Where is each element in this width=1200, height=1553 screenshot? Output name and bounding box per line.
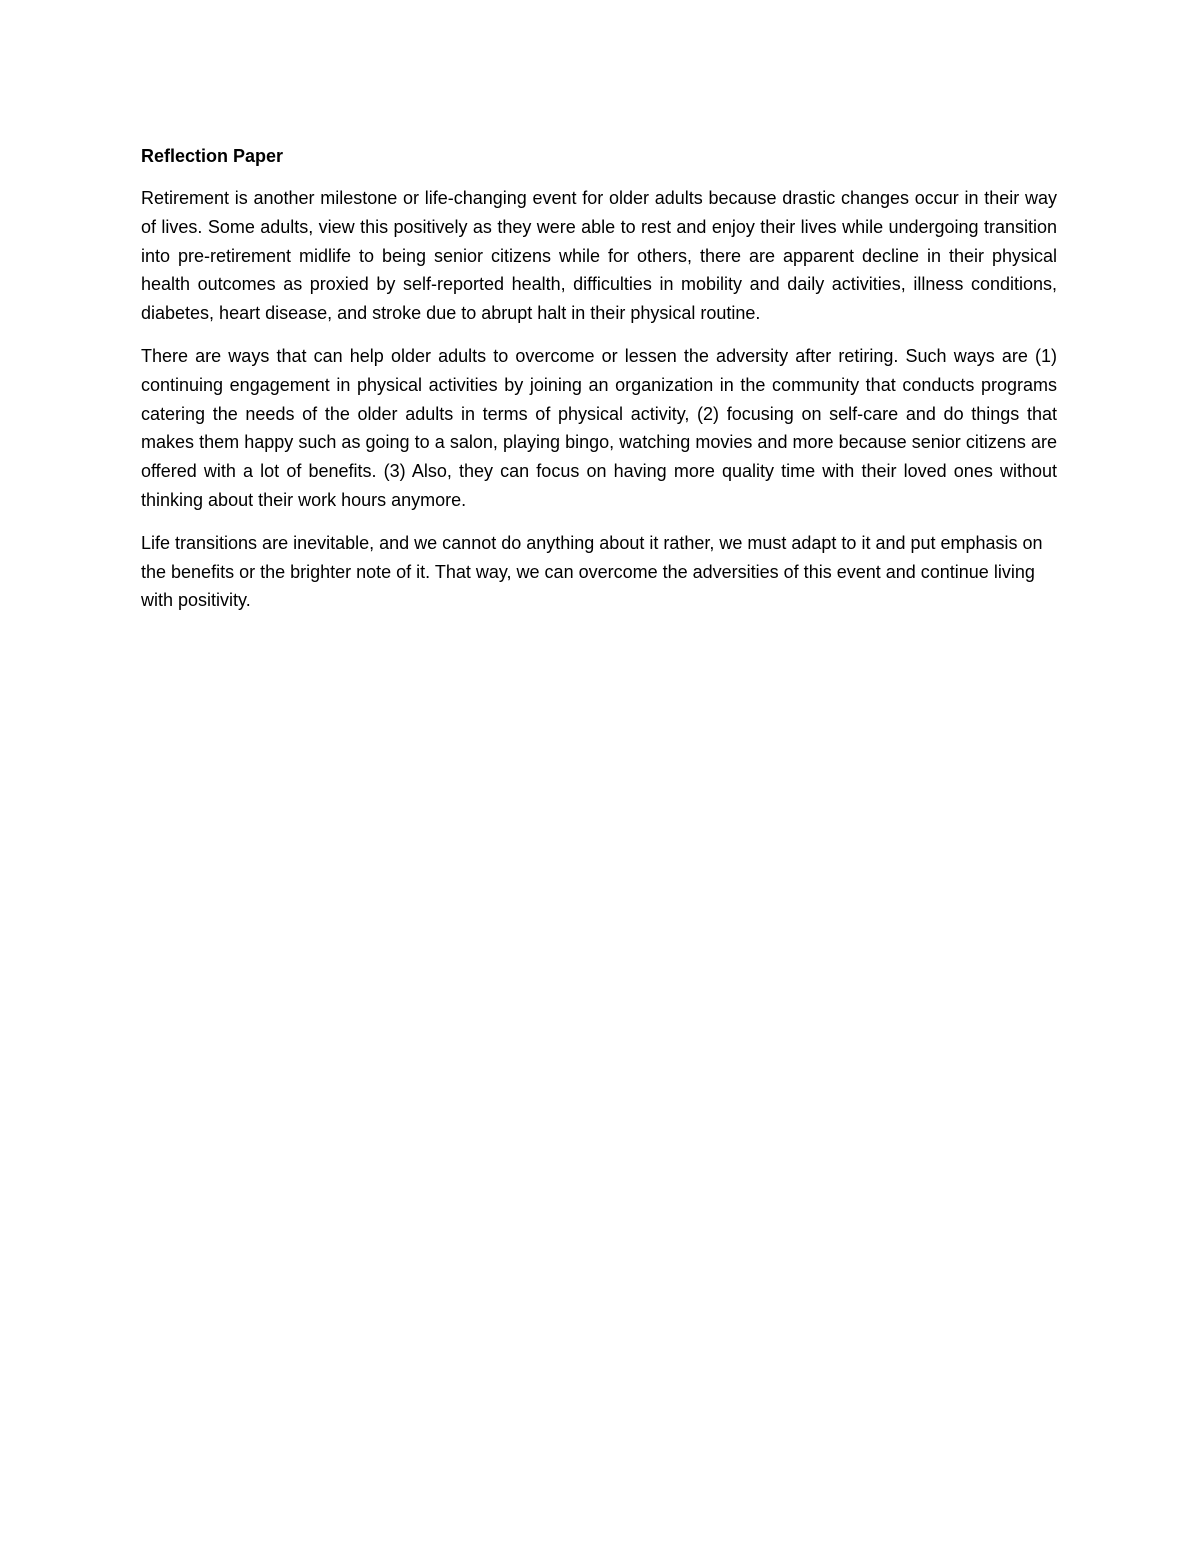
document-title: Reflection Paper: [141, 146, 284, 166]
document-body: [141, 142, 1057, 629]
paragraph-retirement: Retirement is another milestone or life-changing event for older adults because drastic changes occur in their way of lives. Some adults, view this positively as they were able to rest and enjoy their lives while undergoing transition into pre-retirement midlife to being senior citizens while for others, there are apparent decline in their physical health outcomes as proxied by self-reported health, difficulties in mobility and daily activities, illness conditions, diabetes, heart disease, and stroke due to abrupt halt in their physical routine.: [141, 188, 1057, 324]
paragraph-ways: There are ways that can help older adults to overcome or lessen the adversity after retiring. Such ways are (1) continuing engagement in physical activities by joining an organization in the community that conducts programs catering the needs of the older adults in terms of physical activity, (2) focusing on self-care and do things that makes them happy such as going to a salon, playing bingo, watching movies and more because senior citizens are offered with a lot of benefits. (3) Also, they can focus on having more quality time with their loved ones without thinking about their work hours anymore.: [141, 345, 1057, 510]
paragraph-conclusion: Life transitions are inevitable, and we cannot do anything about it rather, we must adapt to it and put emphasis on the benefits or the brighter note of it. That way, we can overcome the adversities of this event and continue living with positivity.: [141, 532, 1043, 611]
